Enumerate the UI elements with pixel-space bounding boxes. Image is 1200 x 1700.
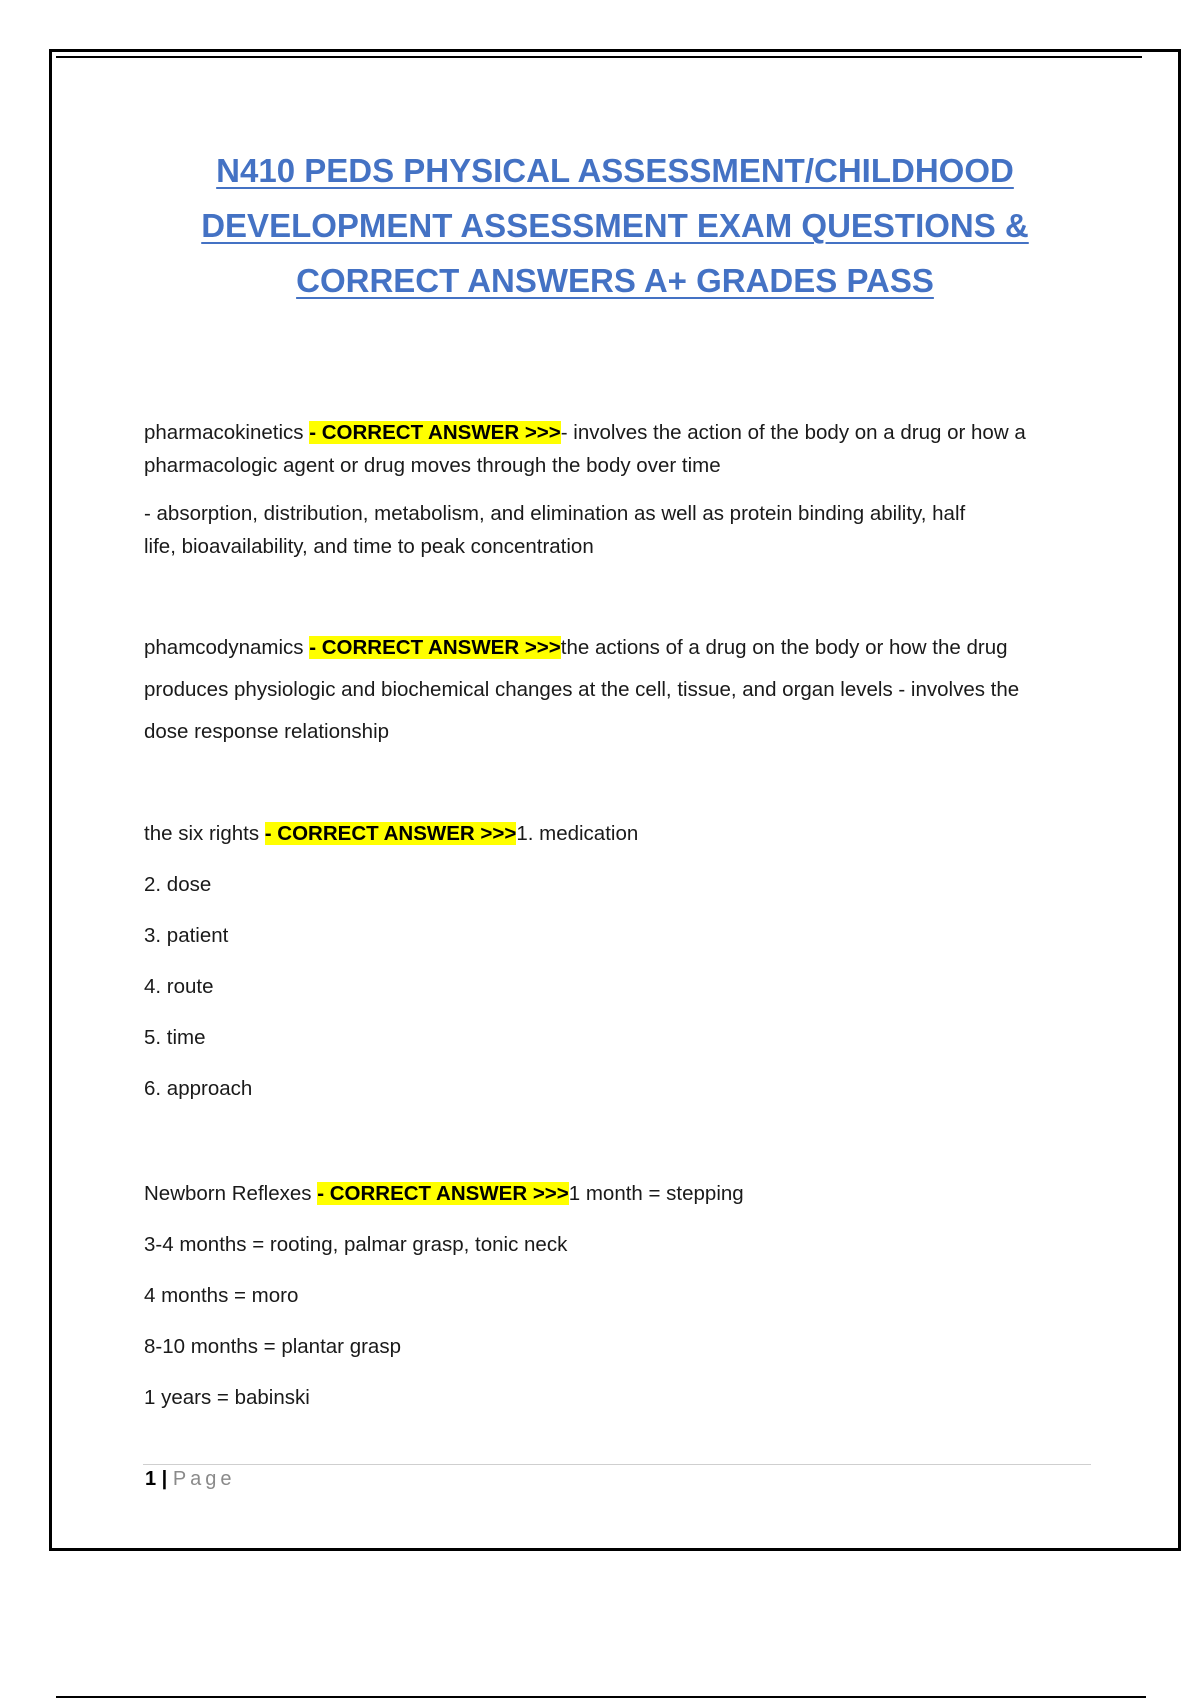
qa-answer-start: the actions of a drug on the body or how the drug [560, 636, 1008, 659]
qa-answer-start: - involves the action of the body on a drug or how a [560, 421, 1026, 444]
correct-answer-marker: - CORRECT ANSWER >>> [309, 421, 561, 444]
qa-entry-phamcodynamics [144, 627, 1094, 753]
qa-first-line [144, 1168, 1094, 1219]
qa-answer-line: 1 years = babinski [144, 1386, 310, 1409]
qa-first-line [144, 808, 1094, 859]
title-line-2: DEVELOPMENT ASSESSMENT EXAM QUESTIONS & [201, 207, 1029, 244]
page-number: 1 [145, 1468, 157, 1490]
qa-answer-line: 3-4 months = rooting, palmar grasp, tonic neck [144, 1233, 568, 1256]
qa-term: pharmacokinetics [144, 421, 310, 444]
qa-answer-line: 2. dose [144, 873, 212, 896]
footer-separator: | [156, 1468, 173, 1490]
qa-answer-line: 5. time [144, 1026, 206, 1049]
title-line-1: N410 PEDS PHYSICAL ASSESSMENT/CHILDHOOD [216, 152, 1014, 189]
qa-answer-line: pharmacologic agent or drug moves through the body over time [144, 454, 721, 477]
qa-answer-line: dose response relationship [144, 720, 390, 743]
qa-entry-six-rights [144, 808, 1094, 1114]
correct-answer-marker: - CORRECT ANSWER >>> [317, 1182, 569, 1205]
qa-entry-pharmacokinetics [144, 416, 1094, 563]
qa-answer-line: produces physiologic and biochemical changes at the cell, tissue, and organ levels - involves the [144, 678, 1020, 701]
correct-answer-marker: - CORRECT ANSWER >>> [309, 636, 561, 659]
qa-term: the six rights [144, 822, 265, 845]
qa-term: Newborn Reflexes [144, 1182, 318, 1205]
page-label: Page [172, 1468, 236, 1490]
qa-answer-line: 6. approach [144, 1077, 253, 1100]
document-title [120, 143, 1110, 308]
qa-answer-line: - absorption, distribution, metabolism, and elimination as well as protein binding ability, half [144, 502, 966, 525]
correct-answer-marker: - CORRECT ANSWER >>> [264, 822, 517, 845]
qa-answer-line: 3. patient [144, 924, 229, 947]
qa-answer-start: 1 month = stepping [568, 1182, 744, 1205]
qa-answer-line: 8-10 months = plantar grasp [144, 1335, 401, 1358]
qa-answer-line: 4. route [144, 975, 214, 998]
top-rule [56, 56, 1142, 58]
qa-answer-line: 4 months = moro [144, 1284, 299, 1307]
page-footer [145, 1468, 236, 1491]
qa-answer-line: life, bioavailability, and time to peak concentration [144, 535, 594, 558]
qa-first-line [144, 627, 1094, 669]
qa-content [144, 416, 1094, 1423]
qa-first-line [144, 416, 1094, 449]
next-page-top-rule [56, 1696, 1146, 1698]
qa-term: phamcodynamics [144, 636, 310, 659]
footer-rule [143, 1464, 1091, 1465]
qa-entry-newborn-reflexes [144, 1168, 1094, 1423]
qa-answer-start: 1. medication [516, 822, 639, 845]
title-line-3: CORRECT ANSWERS A+ GRADES PASS [296, 262, 934, 299]
